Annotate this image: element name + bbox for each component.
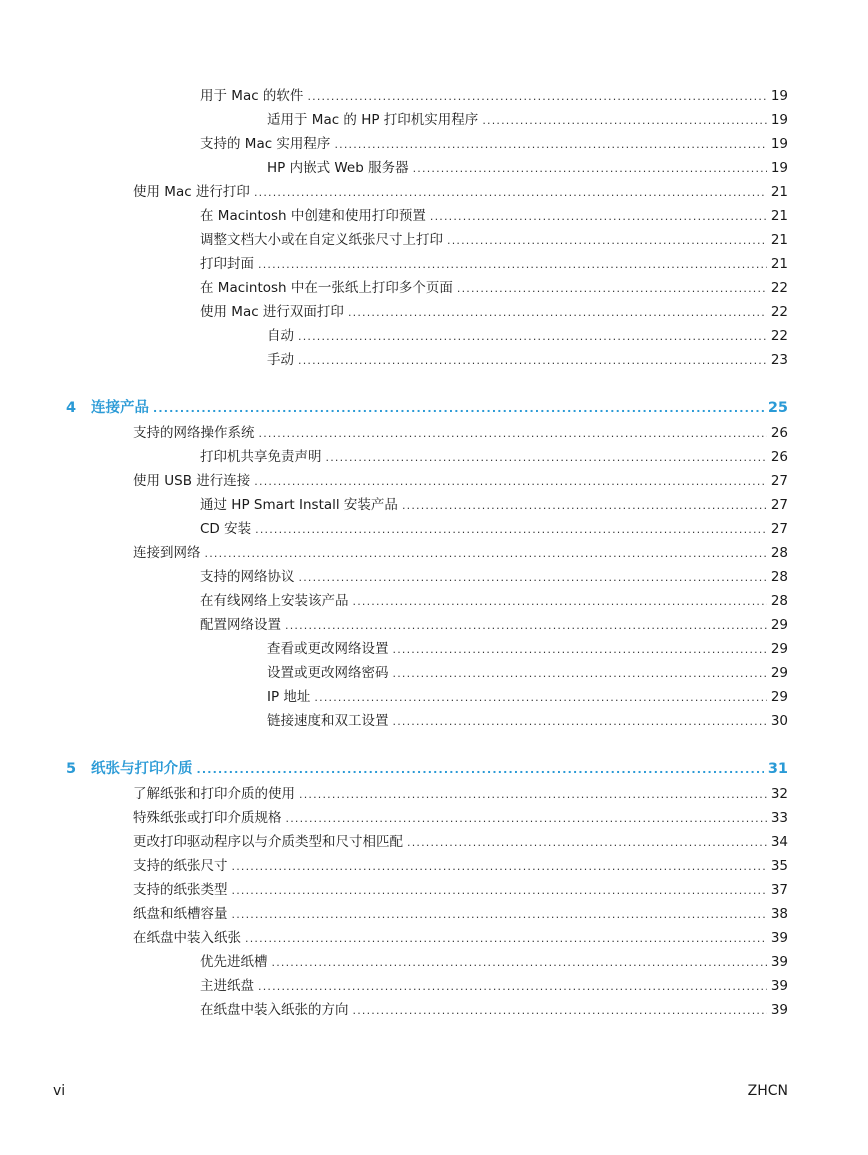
toc-page-number: 27	[770, 473, 788, 489]
toc-entry-title: 打印机共享免责声明	[200, 449, 322, 465]
toc-entry-title: 在纸盘中装入纸张	[133, 930, 241, 946]
dot-leader	[258, 977, 767, 997]
toc-entry-title: 更改打印驱动程序以与介质类型和尺寸相匹配	[133, 834, 403, 850]
toc-page-number: 34	[770, 834, 788, 850]
dot-leader	[205, 544, 767, 564]
toc-page-number: 35	[770, 858, 788, 874]
dot-leader	[272, 953, 767, 973]
toc-page-number: 39	[770, 954, 788, 970]
toc-page-number: 29	[770, 689, 788, 705]
toc-entry-title: 链接速度和双工设置	[267, 713, 389, 729]
dot-leader	[232, 905, 767, 925]
chapter-title: 连接产品	[91, 400, 149, 416]
dot-leader	[353, 1001, 767, 1021]
toc-page-number: 31	[767, 761, 788, 777]
dot-leader	[430, 207, 767, 227]
toc-entry-title: 支持的纸张尺寸	[133, 858, 228, 874]
toc-page-number: 37	[770, 882, 788, 898]
dot-leader	[326, 448, 767, 468]
toc-entry-title: CD 安装	[200, 521, 252, 537]
toc-page-number: 32	[770, 786, 788, 802]
toc-entry[interactable]	[133, 784, 788, 804]
toc-entry-title: 查看或更改网络设置	[267, 641, 389, 657]
dot-leader	[232, 881, 767, 901]
toc-entry[interactable]	[133, 808, 788, 828]
dot-leader	[259, 424, 767, 444]
toc-entry[interactable]	[200, 952, 788, 972]
toc-entry-title: 在 Macintosh 中创建和使用打印预置	[200, 208, 426, 224]
toc-page-number: 27	[770, 497, 788, 513]
toc-entry[interactable]	[200, 302, 788, 322]
toc-entry[interactable]	[200, 278, 788, 298]
toc-entry[interactable]	[200, 615, 788, 635]
toc-entry-title: 在 Macintosh 中在一张纸上打印多个页面	[200, 280, 453, 296]
toc-page-number: 39	[770, 1002, 788, 1018]
toc-entry-title: 使用 USB 进行连接	[133, 473, 251, 489]
toc-page-number: 28	[770, 545, 788, 561]
toc-entry-title: 支持的纸张类型	[133, 882, 228, 898]
chapter-number: 4	[66, 400, 77, 416]
toc-entry[interactable]	[200, 495, 788, 515]
toc-page-number: 29	[770, 641, 788, 657]
dot-leader	[254, 472, 767, 492]
toc-page-number: 22	[770, 328, 788, 344]
toc-entry-title: 适用于 Mac 的 HP 打印机实用程序	[267, 112, 479, 128]
dot-leader	[307, 87, 766, 107]
toc-chapter-5[interactable]	[66, 759, 788, 779]
toc-entry[interactable]	[267, 158, 788, 178]
toc-entry[interactable]	[133, 856, 788, 876]
toc-page-number: 38	[770, 906, 788, 922]
toc-entry[interactable]	[133, 832, 788, 852]
toc-entry-title: 在有线网络上安装该产品	[200, 593, 349, 609]
toc-entry-title: 优先进纸槽	[200, 954, 268, 970]
toc-page-number: 19	[770, 112, 788, 128]
toc-page-number: 19	[770, 88, 788, 104]
toc-entry[interactable]	[267, 639, 788, 659]
toc-page-number: 39	[770, 930, 788, 946]
dot-leader	[232, 857, 767, 877]
dot-leader	[482, 111, 767, 131]
toc-entry-title: 在纸盘中装入纸张的方向	[200, 1002, 349, 1018]
toc-page-number: 33	[770, 810, 788, 826]
dot-leader	[314, 688, 766, 708]
toc-entry[interactable]	[133, 928, 788, 948]
toc-entry-title: 用于 Mac 的软件	[200, 88, 304, 104]
toc-entry[interactable]	[133, 423, 788, 443]
toc-entry[interactable]	[267, 663, 788, 683]
toc-entry[interactable]	[200, 230, 788, 250]
dot-leader	[298, 351, 767, 371]
footer-locale: ZHCN	[747, 1083, 788, 1099]
toc-entry[interactable]	[267, 110, 788, 130]
toc-entry[interactable]	[133, 471, 788, 491]
dot-leader	[286, 809, 767, 829]
dot-leader	[285, 616, 767, 636]
toc-page-number: 21	[770, 256, 788, 272]
dot-leader	[299, 785, 767, 805]
toc-page-number: 19	[770, 136, 788, 152]
toc-page-number: 23	[770, 352, 788, 368]
toc-page-number: 26	[770, 449, 788, 465]
dot-leader	[407, 833, 767, 853]
toc-entry[interactable]	[133, 880, 788, 900]
toc-entry-title: 手动	[267, 352, 294, 368]
dot-leader	[254, 183, 767, 203]
toc-page-number: 19	[770, 160, 788, 176]
toc-entry-title: 主进纸盘	[200, 978, 254, 994]
toc-entry-title: 调整文档大小或在自定义纸张尺寸上打印	[200, 232, 443, 248]
toc-entry[interactable]	[133, 543, 788, 563]
toc-entry-title: 设置或更改网络密码	[267, 665, 389, 681]
toc-entry-title: 使用 Mac 进行打印	[133, 184, 250, 200]
toc-entry-title: 通过 HP Smart Install 安装产品	[200, 497, 398, 513]
toc-entry-title: IP 地址	[267, 689, 311, 705]
toc-page-number: 22	[770, 280, 788, 296]
toc-entry[interactable]	[200, 206, 788, 226]
toc-entry[interactable]	[267, 350, 788, 370]
dot-leader	[298, 327, 767, 347]
chapter-number: 5	[66, 761, 77, 777]
dot-leader	[393, 664, 767, 684]
toc-page-number: 28	[770, 569, 788, 585]
toc-entry-title: 配置网络设置	[200, 617, 281, 633]
chapter-title: 纸张与打印介质	[91, 761, 193, 777]
toc-page-number: 21	[770, 208, 788, 224]
toc-entry-title: 支持的网络操作系统	[133, 425, 255, 441]
toc-entry-title: 了解纸张和打印介质的使用	[133, 786, 295, 802]
dot-leader	[153, 399, 764, 419]
dot-leader	[393, 712, 767, 732]
toc-entry-title: 纸盘和纸槽容量	[133, 906, 228, 922]
toc-entry-title: 支持的网络协议	[200, 569, 295, 585]
dot-leader	[457, 279, 767, 299]
toc-entry[interactable]	[200, 976, 788, 996]
toc-entry[interactable]	[267, 326, 788, 346]
dot-leader	[353, 592, 767, 612]
toc-entry[interactable]	[267, 687, 788, 707]
dot-leader	[348, 303, 767, 323]
dot-leader	[245, 929, 767, 949]
toc-entry[interactable]	[133, 182, 788, 202]
toc-entry[interactable]	[200, 447, 788, 467]
toc-page-number: 39	[770, 978, 788, 994]
toc-page-number: 30	[770, 713, 788, 729]
dot-leader	[299, 568, 767, 588]
toc-entry-title: 使用 Mac 进行双面打印	[200, 304, 344, 320]
toc-chapter-4[interactable]	[66, 398, 788, 418]
dot-leader	[334, 135, 766, 155]
toc-entry[interactable]	[267, 711, 788, 731]
toc-entry-title: 自动	[267, 328, 294, 344]
toc-entry[interactable]	[200, 519, 788, 539]
toc-page-number: 25	[767, 400, 788, 416]
toc-entry[interactable]	[200, 86, 788, 106]
toc-page-number: 21	[770, 232, 788, 248]
toc-page-number: 28	[770, 593, 788, 609]
dot-leader	[413, 159, 767, 179]
footer-page-label: vi	[53, 1083, 66, 1099]
toc-page-number: 29	[770, 617, 788, 633]
toc-entry-title: 特殊纸张或打印介质规格	[133, 810, 282, 826]
toc-entry[interactable]	[133, 904, 788, 924]
dot-leader	[447, 231, 767, 251]
toc-entry[interactable]	[200, 1000, 788, 1020]
toc-entry[interactable]	[200, 134, 788, 154]
dot-leader	[393, 640, 767, 660]
toc-entry[interactable]	[200, 254, 788, 274]
dot-leader	[197, 760, 764, 780]
toc-page-number: 27	[770, 521, 788, 537]
toc-entry[interactable]	[200, 567, 788, 587]
dot-leader	[258, 255, 767, 275]
toc-page-number: 22	[770, 304, 788, 320]
dot-leader	[255, 520, 767, 540]
toc-entry-title: 支持的 Mac 实用程序	[200, 136, 331, 152]
toc-page-number: 21	[770, 184, 788, 200]
toc-entry-title: HP 内嵌式 Web 服务器	[267, 160, 409, 176]
dot-leader	[402, 496, 767, 516]
toc-page-number: 26	[770, 425, 788, 441]
toc-page-number: 29	[770, 665, 788, 681]
toc-entry-title: 连接到网络	[133, 545, 201, 561]
toc-entry[interactable]	[200, 591, 788, 611]
toc-entry-title: 打印封面	[200, 256, 254, 272]
